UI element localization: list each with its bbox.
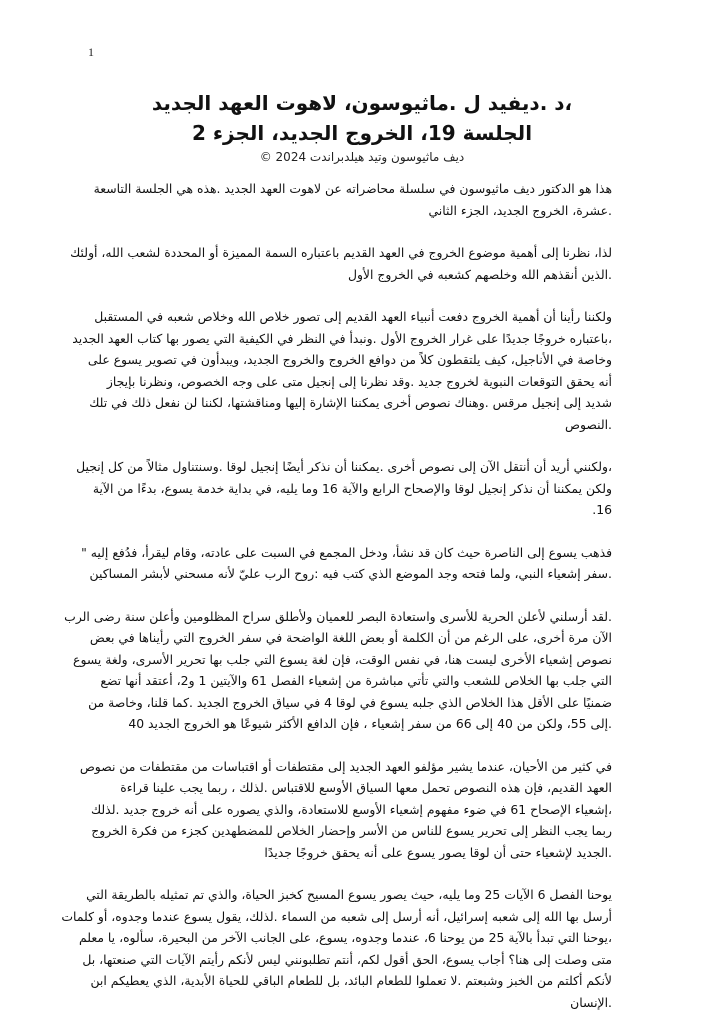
text-line: ،ولكنني أريد أن أنتقل الآن إلى نصوص أخرى .يمكننا أن نذكر أيضًا إنجيل لوقا .وسنتناول مثالاً من كل إنجيل	[76, 459, 612, 474]
paragraph-intro	[93, 178, 612, 221]
text-line: ،يوحنا التي تبدأ بالآية 25 من يوحنا 6، عندما وجدوه، يسوع، على الجانب الآخر من البحيرة، سألوه، يا معلم	[79, 930, 612, 945]
text-line: لأنكم أكلتم من الخبز وشبعتم .لا تعملوا للطعام البائد، بل للطعام الباقي للحياة الأبدية، الذي يعطيكم ابن	[90, 973, 612, 988]
paragraph	[70, 242, 612, 285]
page-number: 1	[88, 45, 94, 59]
document-title-line-1: ،د .ديفيد ل .ماثيوسون، لاهوت العهد الجديد	[151, 91, 573, 115]
paragraph-quotation	[81, 542, 612, 585]
text-line: متى وصلت إلى هنا؟ أجاب يسوع، الحق أقول لكم، أنتم تطلبونني ليس لأنكم رأيتم الآيات التي صنعتها، بل	[82, 951, 612, 967]
document-title-line-2: الجلسة 19، الخروج الجديد، الجزء 2	[191, 121, 533, 145]
text-line: الآن مرة أخرى، على الرغم من أن الكلمة أو بعض اللغة الواضحة في سفر الخروج التي رأيناها في بعض	[89, 630, 612, 645]
text-line: .الإنسان	[570, 994, 612, 1010]
text-line: العهد القديم، فإن هذه النصوص تحمل معها السياق الأوسع للاقتباس .لذلك ، ربما يجب علينا قراءة	[120, 780, 612, 795]
text-line: شديد إلى إنجيل مرقس .وهناك نصوص أخرى يمكننا الإشارة إليها ومناقشتها، لكننا لن نفعل ذلك في تلك	[89, 395, 612, 410]
text-line: أنه يحقق التوقعات النبوية لخروج جديد .وقد نظرنا إلى إنجيل متى على وجه الخصوص، ونظرنا بإيجاز	[106, 373, 612, 389]
text-line: .النصوص	[564, 416, 612, 432]
text-line: أرسل بها الله إلى شعبه إسرائيل، أنه أرسل إلى شعبه من السماء .لذلك، يقول يسوع عندما وجدوه، أو كلمات	[61, 908, 612, 924]
text-line: 16.	[592, 502, 612, 517]
text-line: في كثير من الأحيان، عندما يشير مؤلفو العهد الجديد إلى مقتطفات أو اقتباسات من مقتطفات من نصوص	[79, 758, 612, 774]
document-header	[0, 88, 724, 166]
text-line: ولكننا رأينا أن أهمية الخروج دفعت أنبياء العهد القديم إلى تصور خلاص الله وخلاص شعبه في المستقبل	[94, 309, 612, 324]
text-line: .الجديد لإشعياء حتى أن لوقا يصور يسوع على أنه يحقق خروجًا جديدًا	[264, 844, 612, 860]
text-line: نصوص إشعياء الأخرى ليست هنا، في نفس الوقت، فإن لغة يسوع التي جلب بها تحرير الأسرى، ولغة يسوع	[73, 651, 612, 667]
text-line: .الذين أنقذهم الله وخلصهم كشعبه في الخروج الأول	[347, 266, 612, 282]
text-line: ضمنيًا على الأقل هذا الخلاص الذي جلبه يسوع في لوقا 4 في سياق الخروج الجديد .كما قلنا، وخاصة من	[88, 694, 612, 710]
text-line: ولكن يمكننا أن نذكر إنجيل لوقا والإصحاح الرابع والآية 16 وما يليه، في بداية خدمة يسوع، بدءًا من الآية	[92, 480, 612, 496]
text-line: .عشرة، الخروج الجديد، الجزء الثاني	[428, 202, 612, 218]
paragraph	[76, 456, 612, 521]
text-line: لذا، نظرنا إلى أهمية موضوع الخروج في العهد القديم باعتباره السمة المميزة أو المحددة لشعب الله، أولئك	[70, 245, 612, 260]
text-line: يوحنا الفصل 6 الآيات 25 وما يليه، حيث يصور يسوع المسيح كخبز الحياة، والذي تم تمثيله بالطريقة التي	[86, 887, 612, 902]
text-line: ،باعتباره خروجًا جديدًا على غرار الخروج الأول .ونبدأ في النظر في الكيفية التي يصور بها كتاب العهد الجديد	[72, 330, 612, 346]
text-line: وخاصة في الأناجيل، كيف يلتقطون كلاً من دوافع الخروج والخروج الجديد، ويبدأون في تصوير يسوع على	[87, 352, 612, 367]
paragraph	[79, 756, 612, 864]
paragraph	[64, 606, 612, 735]
text-line: التي جلب بها الخلاص للشعب والتي تأتي مباشرة من إشعياء الفصل 61 والآيتين 1 و2، أعتقد أنها تضع	[100, 673, 612, 688]
text-line: ربما يجب النظر إلى تحرير يسوع للناس من الأسر وإحضار الخلاص للمضطهدين كجزء من فكرة الخروج	[91, 823, 612, 838]
paragraph	[72, 306, 612, 435]
text-line: هذا هو الدكتور ديف ماثيوسون في سلسلة محاضراته عن لاهوت العهد الجديد .هذه هي الجلسة التاسعة	[93, 181, 612, 196]
text-line: .إلى 55، ولكن من 40 إلى 66 من سفر إشعياء ، فإن الدافع الأكثر شيوعًا هو الخروج الجديد 40	[128, 716, 612, 731]
document-body	[61, 178, 612, 1034]
text-line: .سفر إشعياء النبي، ولما فتحه وجد الموضع الذي كتب فيه :روح الرب عليّ لأنه مسحني لأبشر المساكين	[89, 566, 612, 581]
text-line: ،إشعياء الإصحاح 61 في ضوء مفهوم إشعياء الأوسع للاستعادة، والذي يصوره على أنه خروج جديد .لذلك	[90, 801, 612, 817]
text-line: .لقد أرسلني لأعلن الحرية للأسرى واستعادة البصر للعميان ولأطلق سراح المظلومين وأعلن سنة رضى الرب	[64, 608, 612, 624]
copyright-notice: ديف ماثيوسون وتيد هيلدبراندت 2024 ©	[259, 150, 465, 164]
paragraph	[61, 884, 612, 1013]
text-line: فذهب يسوع إلى الناصرة حيث كان قد نشأ، ودخل المجمع في السبت على عادته، وقام ليقرأ، فدُفع إليه "	[81, 544, 612, 560]
